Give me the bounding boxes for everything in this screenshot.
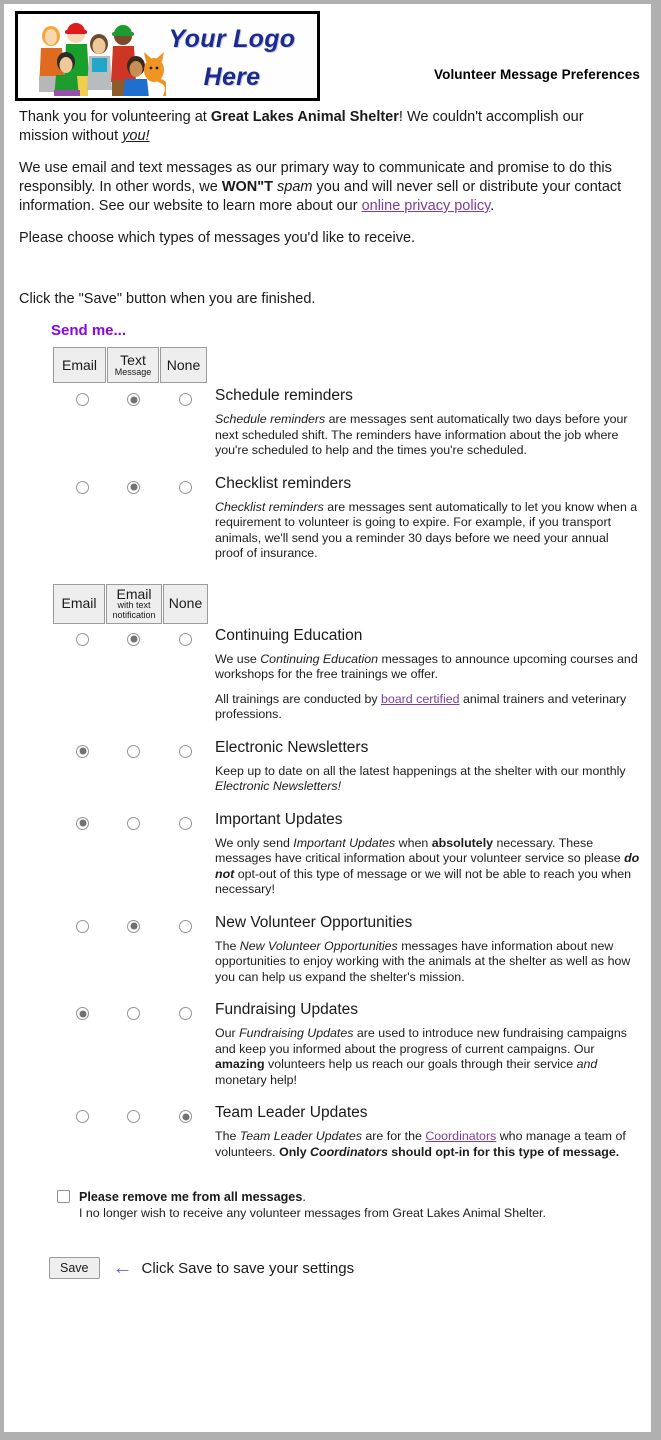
intro-p2-a: We use email and text messages as our primary way to communicate and promise to do this responsibly. In other words, we [19, 160, 612, 195]
text-fragment: messages to announce upcoming courses and workshops for the free trainings we offer. [215, 651, 638, 681]
radio-option-2[interactable] [127, 633, 140, 646]
intro-paragraph-2 [19, 159, 636, 216]
text-fragment: amazing [215, 1057, 265, 1071]
text-fragment: are messages sent automatically two days before your next scheduled shift. The reminders have information about the job where you're scheduled to help and the times you're scheduled. [215, 412, 628, 457]
group1-header-none-label: None [166, 356, 201, 373]
send-me-heading: Send me... [51, 322, 127, 339]
text-fragment: Keep up to date on all the latest happenings at the shelter with our monthly [215, 763, 626, 778]
preference-row [53, 1104, 650, 1160]
radio-option-1[interactable] [76, 1007, 89, 1020]
radio-option-1[interactable] [76, 745, 89, 758]
radio-option-1[interactable] [76, 633, 89, 646]
remove-all-messages-checkbox[interactable] [57, 1190, 70, 1203]
preference-description [215, 1129, 640, 1160]
intro-p2-c: . [490, 198, 495, 214]
group-separator [5, 562, 650, 584]
preference-row [53, 1001, 650, 1088]
text-fragment: and [576, 1057, 598, 1071]
text-fragment: do not [215, 851, 640, 881]
text-fragment: Continuing Education [260, 651, 379, 666]
intro-p1-a: Thank you for volunteering at [19, 109, 211, 125]
text-fragment: absolutely [431, 835, 494, 850]
group2-header-email2-label: Email [116, 586, 152, 603]
page-header [5, 5, 650, 108]
text-fragment: animal trainers and veterinary professions. [215, 691, 627, 721]
radio-option-1[interactable] [76, 920, 89, 933]
save-hint-text: Click Save to save your settings [141, 1259, 355, 1277]
logo-box [15, 11, 320, 101]
group2-header-none[interactable] [163, 584, 208, 624]
text-fragment: Only [279, 1144, 311, 1159]
preference-description [215, 836, 640, 898]
preference-description [215, 1026, 640, 1088]
logo-line-2: Here [203, 63, 261, 91]
group1-header-none[interactable] [160, 347, 207, 383]
intro-text [5, 108, 650, 309]
save-row [49, 1257, 650, 1279]
preference-description [215, 764, 640, 795]
wont-emphasis: WON"T [221, 179, 273, 195]
text-fragment: The [215, 938, 240, 953]
radio-option-1[interactable] [76, 481, 89, 494]
text-fragment: messages have information about new opportunities to enjoy working with the animals at the shelter as well as how you can help us expand the shelter's mission. [215, 938, 631, 984]
radio-option-2[interactable] [127, 481, 140, 494]
group1-header-email-label: Email [61, 356, 97, 373]
optout-line-1 [79, 1189, 650, 1205]
radio-option-1[interactable] [76, 1110, 89, 1123]
text-fragment: Our [215, 1026, 240, 1040]
text-fragment: We use [215, 651, 261, 666]
preference-row [53, 387, 650, 459]
radio-option-3[interactable] [179, 1007, 192, 1020]
inline-link[interactable]: board certified [381, 691, 460, 706]
text-fragment: Electronic Newsletters! [215, 779, 342, 793]
row-spacer [5, 723, 650, 739]
group1-header-text-label: Text [120, 352, 146, 369]
text-fragment: who manage a team of volunteers. [215, 1129, 626, 1159]
row-spacer [5, 898, 650, 914]
optout-spacer [5, 1160, 650, 1187]
text-fragment: Checklist reminders [215, 499, 324, 514]
text-fragment: monetary help! [215, 1072, 297, 1087]
preference-title: Important Updates [215, 810, 343, 828]
radio-option-2[interactable] [127, 745, 140, 758]
optout-period: . [302, 1190, 306, 1204]
text-fragment: opt-out of this type of message or we will not be able to reach you when necessary! [215, 866, 631, 896]
text-fragment: All trainings are conducted by [215, 691, 381, 706]
radio-option-3[interactable] [179, 633, 192, 646]
radio-option-3[interactable] [179, 481, 192, 494]
preference-row [53, 811, 650, 898]
radio-option-3[interactable] [179, 393, 192, 406]
optout-bold-label: Please remove me from all messages [79, 1190, 303, 1204]
group2-header-notification-label: notification [112, 609, 156, 620]
group1-header-message-label: Message [114, 366, 152, 377]
preference-title: Schedule reminders [215, 387, 353, 404]
preference-title: Team Leader Updates [215, 1104, 368, 1121]
radio-option-2[interactable] [127, 920, 140, 933]
group2-header-email-label: Email [61, 595, 97, 612]
text-fragment: are for the [361, 1129, 426, 1143]
left-arrow-icon: ← [112, 1257, 133, 1279]
logo-inner [20, 16, 315, 96]
radio-option-2[interactable] [127, 1110, 140, 1123]
group1-rows [5, 387, 650, 562]
group2-rows [5, 627, 650, 1161]
page-title: Volunteer Message Preferences [434, 67, 640, 82]
text-fragment: volunteers help us reach our goals through their service [264, 1057, 577, 1071]
radio-option-2[interactable] [127, 817, 140, 830]
group1-column-headers [53, 347, 650, 387]
text-fragment: should opt-in for this type of message. [387, 1144, 620, 1159]
text-fragment: are used to introduce new fundraising campaigns and keep you informed about the progress of current campaigns. Our [215, 1026, 627, 1056]
preference-title: Electronic Newsletters [215, 738, 369, 756]
text-fragment: necessary. These messages have critical information about your volunteer service so please [215, 835, 625, 865]
preference-title: New Volunteer Opportunities [215, 913, 413, 931]
group2-header-withtext-label: with text [117, 600, 151, 611]
spam-emphasis: spam [273, 179, 313, 195]
preference-description [215, 692, 640, 723]
save-button[interactable]: Save [49, 1257, 100, 1279]
intro-paragraph-4: Click the "Save" button when you are finished. [19, 291, 316, 307]
text-fragment: are messages sent automatically to let you know when a requirement to volunteer is going to expire. For example, if you transport animals, we'll send you a reminder 30 days before we need your annual proof of insurance. [215, 499, 638, 560]
preference-title: Checklist reminders [215, 474, 352, 492]
text-fragment: New Volunteer Opportunities [239, 938, 398, 953]
text-fragment: We only send [215, 835, 294, 850]
radio-option-1[interactable] [76, 393, 89, 406]
intro-p1-b: ! We couldn't accomplish our mission without [19, 109, 584, 144]
inline-link[interactable]: Coordinators [425, 1129, 497, 1143]
logo-text [157, 20, 307, 96]
row-spacer [5, 795, 650, 811]
intro-p2-b: you and will never sell or distribute your contact information. See our website to learn more about our [19, 179, 622, 214]
group2-header-email-with-text[interactable] [106, 584, 162, 624]
radio-option-3[interactable] [179, 745, 192, 758]
radio-option-3[interactable] [179, 920, 192, 933]
volunteers-clipart-icon [26, 18, 166, 96]
logo-line-1: Your Logo [168, 25, 296, 53]
intro-p1-you: you! [122, 128, 150, 144]
preference-title: Continuing Education [215, 626, 363, 644]
text-fragment: Team Leader Updates [239, 1129, 362, 1143]
group2-header-none-label: None [168, 595, 203, 612]
text-fragment: when [395, 835, 432, 850]
intro-paragraph-1 [19, 108, 636, 146]
radio-option-1[interactable] [76, 817, 89, 830]
row-spacer [5, 1088, 650, 1104]
preference-description [215, 939, 640, 986]
text-fragment: Coordinators [310, 1144, 388, 1159]
group1-header-email[interactable] [53, 347, 106, 383]
radio-option-2[interactable] [127, 1007, 140, 1020]
row-spacer [5, 459, 650, 475]
radio-option-3[interactable] [179, 817, 192, 830]
radio-option-2[interactable] [127, 393, 140, 406]
preference-description [215, 500, 640, 562]
text-fragment: The [215, 1129, 240, 1143]
remove-all-messages-optout [57, 1187, 650, 1221]
preference-row [53, 627, 650, 723]
preference-row [53, 739, 650, 795]
group1-header-text-message[interactable] [107, 347, 159, 383]
optout-line-2: I no longer wish to receive any volunteer messages from Great Lakes Animal Shelter. [79, 1206, 546, 1220]
text-fragment: Important Updates [293, 835, 396, 850]
page-container [4, 4, 651, 1432]
radio-option-3[interactable] [179, 1110, 192, 1123]
text-fragment: Fundraising Updates [239, 1026, 354, 1040]
online-privacy-policy-link[interactable]: online privacy policy [361, 198, 491, 214]
text-fragment: Schedule reminders [215, 412, 326, 426]
preference-row [53, 914, 650, 986]
org-name: Great Lakes Animal Shelter [210, 109, 399, 125]
preference-description [215, 412, 640, 459]
preference-row [53, 475, 650, 562]
intro-paragraph-3: Please choose which types of messages you'd like to receive. [19, 230, 416, 246]
group2-column-headers [53, 584, 650, 627]
preference-title: Fundraising Updates [215, 1001, 359, 1018]
row-spacer [5, 985, 650, 1001]
preference-description [215, 652, 640, 683]
group2-header-email[interactable] [53, 584, 105, 624]
